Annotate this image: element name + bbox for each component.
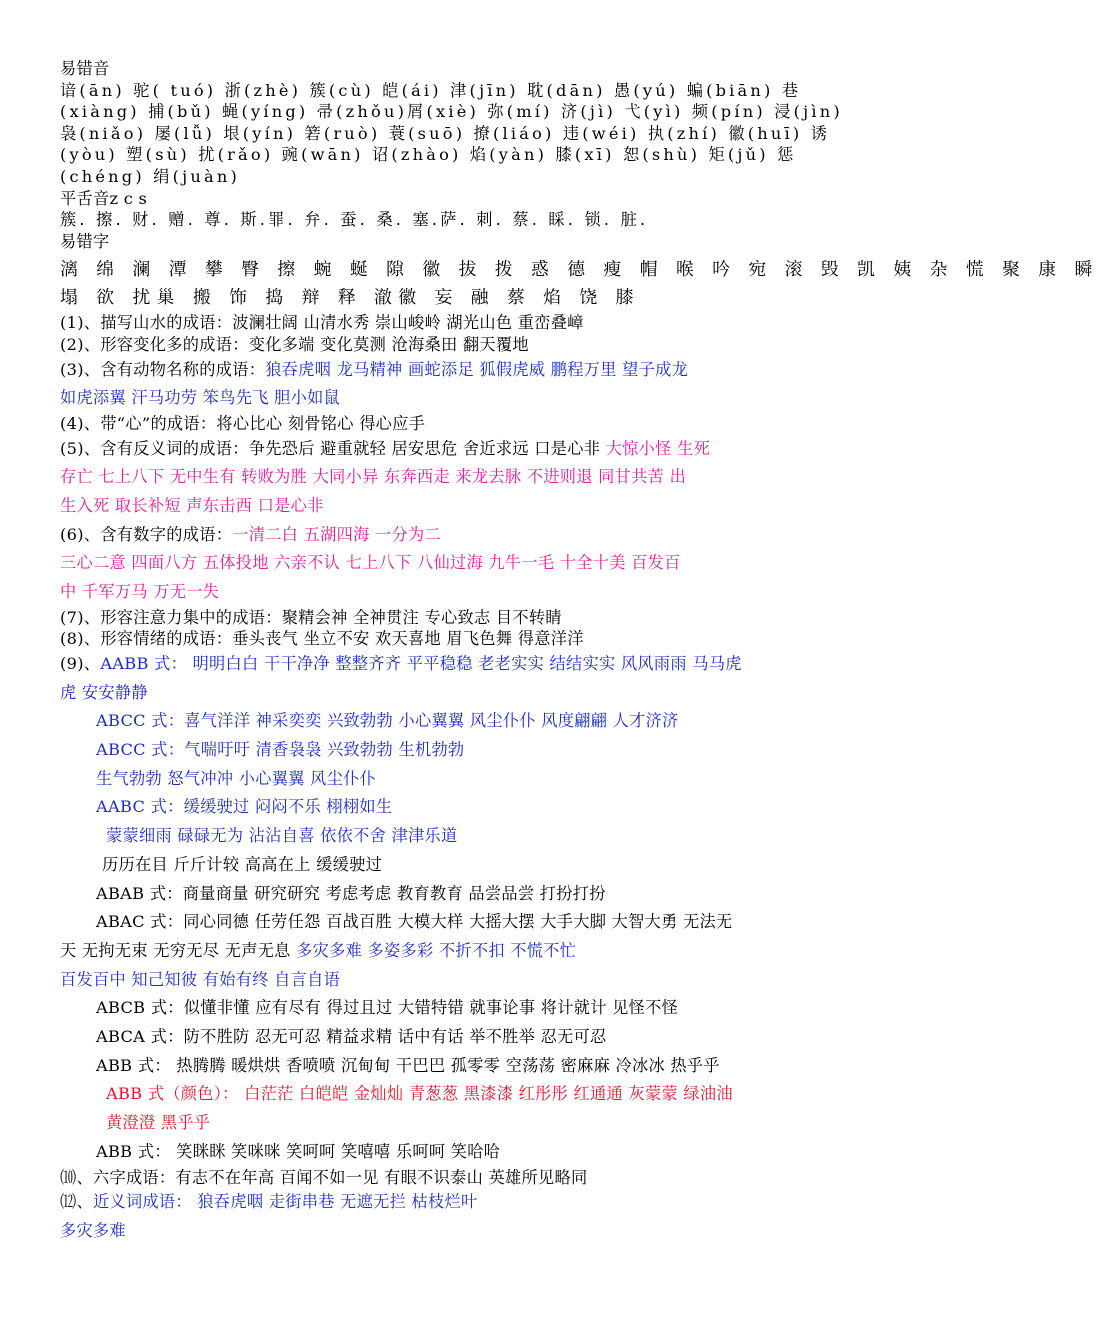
section-10	[60, 1167, 890, 1189]
section-4-items: 将心比心 刻骨铭心 得心应手	[216, 413, 426, 433]
pron-line-4: (yòu) 塑(sù) 扰(rǎo) 豌(wān) 诏(zhào) 焰(yàn) 膝(xī) 恕(shù) 矩(jǔ) 惩	[60, 145, 797, 165]
abab-label: ABAB 式：	[96, 883, 183, 903]
section-10-label: ⑽、六字成语：	[60, 1167, 176, 1187]
typo-heading: 易错字	[60, 231, 110, 251]
abcb-line	[60, 994, 890, 1023]
section-1-label: (1)、描写山水的成语：	[60, 313, 233, 333]
section-6-line-2: 三心二意 四面八方 五体投地 六亲不认 七上八下 八仙过海 九牛一毛 十全十美 百发百	[60, 553, 681, 573]
abac-line-2-black: 天 无拘无束 无穷无尽 无声无息	[60, 940, 297, 960]
section-7-label: (7)、形容注意力集中的成语：	[60, 607, 282, 627]
abb-color-items: 白茫茫 白皑皑 金灿灿 青葱葱 黑漆漆 红彤彤 红通通 灰蒙蒙 绿油油	[238, 1084, 733, 1104]
section-5-items: 争先恐后 避重就轻 居安思危 舍近求远 口是心非	[248, 438, 601, 458]
abb-line	[60, 1052, 890, 1081]
pron-line-1: 谙(ān) 驼( tuó) 浙(zhè) 簇(cù) 皑(ái) 津(jīn) 耽(dān) 愚(yú) 蝙(biān) 巷	[60, 80, 802, 100]
typo-line-2: 塌 欲 扰巢 搬 饰 捣 辩 释 澈徽 妄 融 蔡 焰 饶 膝	[60, 287, 640, 309]
section-10-items: 有志不在年高 百闻不如一见 有眼不识泰山 英雄所见略同	[175, 1167, 588, 1187]
abca-items: 防不胜防 忍无可忍 精益求精 话中有话 举不胜举 忍无可忍	[183, 1027, 607, 1047]
typo-line-1: 漓 绵 澜 潭 攀 臀 擦 蜿 蜒 隙 徽 拔 拨 惑 德 瘦 帽 喉 吟 宛 滚 毁 凯 姨 杂 慌 聚 康 瞬	[60, 259, 1099, 281]
pron-heading: 易错音	[60, 59, 110, 78]
abcc-line-1: ABCC 式：喜气洋洋 神采奕奕 兴致勃勃 小心翼翼 风尘仆仆 风度翩翩 人才济济	[96, 711, 679, 731]
section-8	[60, 628, 890, 650]
section-2-items: 变化多端 变化莫测 沧海桑田 翻天覆地	[248, 334, 529, 354]
aabb-line-2: 虎 安安静静	[60, 682, 148, 702]
section-6	[60, 521, 890, 550]
section-3	[60, 356, 890, 385]
abac-line-1	[60, 908, 890, 937]
abb-2-items: 笑眯眯 笑咪咪 笑呵呵 笑嘻嘻 乐呵呵 笑哈哈	[170, 1141, 501, 1161]
section-2-label: (2)、形容变化多的成语：	[60, 334, 249, 354]
aabc-line-3: 历历在目 斤斤计较 高高在上 缓缓驶过	[102, 854, 383, 874]
abac-items: 同心同德 任劳任怨 百战百胜 大模大样 大摇大摆 大手大脚 大智大勇 无法无	[183, 912, 733, 932]
document-page	[60, 58, 1099, 1246]
abb-color-line-1	[60, 1080, 890, 1109]
section-5-line-2: 存亡 七上八下 无中生有 转败为胜 大同小异 东奔西走 来龙去脉 不进则退 同甘共苦 出	[60, 467, 687, 487]
section-3-label: (3)、含有动物名称的成语：	[60, 359, 266, 379]
abca-label: ABCA 式：	[96, 1027, 184, 1047]
section-7	[60, 607, 890, 629]
abcb-items: 似懂非懂 应有尽有 得过且过 大错特错 就事论事 将计就计 见怪不怪	[183, 998, 679, 1018]
pron-line-5: (chéng) 绢(juàn)	[60, 166, 240, 186]
section-12-line-2: 多灾多难	[60, 1220, 126, 1240]
abcc-line-3: 生气勃勃 怒气冲冲 小心翼翼 风尘仆仆	[96, 768, 377, 788]
section-5-label: (5)、含有反义词的成语：	[60, 438, 249, 458]
section-7-items: 聚精会神 全神贯注 专心致志 目不转睛	[281, 607, 562, 627]
section-5-pink: 大惊小怪 生死	[600, 438, 711, 458]
section-8-label: (8)、形容情绪的成语：	[60, 629, 233, 649]
abb-items: 热腾腾 暖烘烘 香喷喷 沉甸甸 干巴巴 孤零零 空荡荡 密麻麻 冷冰冰 热乎乎	[170, 1055, 720, 1075]
abb-line-2	[60, 1138, 890, 1167]
abcc-line-2: ABCC 式：气喘吁吁 清香袅袅 兴致勃勃 生机勃勃	[96, 740, 465, 760]
section-1-items: 波澜壮阔 山清水秀 崇山峻岭 湖光山色 重峦叠嶂	[232, 313, 584, 333]
abab-items: 商量商量 研究研究 考虑考虑 教育教育 品尝品尝 打扮打扮	[182, 883, 606, 903]
pron-line-2: (xiàng) 捕(bǔ) 蝇(yíng) 帚(zhǒu)屑(xiè) 弥(mí) 济(jì) 弋(yì) 频(pín) 浸(jìn)	[60, 102, 843, 122]
abac-line-2-blue: 多灾多难 多姿多彩 不折不扣 不慌不忙	[296, 940, 577, 960]
abb-color-line-2: 黄澄澄 黑乎乎	[106, 1113, 211, 1133]
flat-heading: 平舌音z c s	[60, 188, 148, 208]
section-12-label: ⑿、	[60, 1192, 93, 1212]
section-5	[60, 435, 890, 464]
aabc-line-2: 蒙蒙细雨 碌碌无为 沾沾自喜 依依不舍 津津乐道	[106, 826, 458, 846]
section-9	[60, 650, 890, 679]
section-6-label: (6)、含有数字的成语：	[60, 524, 233, 544]
section-8-items: 垂头丧气 坐立不安 欢天喜地 眉飞色舞 得意洋洋	[232, 629, 584, 649]
abcb-label: ABCB 式：	[96, 998, 184, 1018]
section-3-line-2: 如虎添翼 汗马功劳 笨鸟先飞 胆小如鼠	[60, 388, 341, 408]
section-12-items: 狼吞虎咽 走街串巷 无遮无拦 枯枝烂叶	[191, 1192, 478, 1212]
abb-2-label: ABB 式：	[96, 1141, 171, 1161]
section-6-line-3: 中 千军万马 万无一失	[60, 582, 220, 602]
abac-label: ABAC 式：	[96, 912, 184, 932]
section-2	[60, 334, 890, 356]
section-5-line-3: 生入死 取长补短 声东击西 口是心非	[60, 495, 324, 515]
pron-line-3: 袅(niǎo) 屡(lǚ) 垠(yín) 箬(ruò) 蓑(suō) 撩(liáo) 违(wéi) 执(zhí) 徽(huī) 诱	[60, 123, 831, 143]
abb-label: ABB 式：	[96, 1055, 171, 1075]
section-6-items: 一清二白 五湖四海 一分为二	[232, 524, 441, 544]
section-3-items: 狼吞虎咽 龙马精神 画蛇添足 狐假虎威 鹏程万里 望子成龙	[265, 359, 689, 379]
section-4-label: (4)、带“心”的成语：	[60, 413, 217, 433]
abac-line-3: 百发百中 知己知彼 有始有终 自言自语	[60, 969, 341, 989]
section-9-label: (9)、	[60, 653, 101, 673]
abca-line	[60, 1023, 890, 1052]
section-12	[60, 1188, 890, 1217]
section-1	[60, 312, 890, 334]
abab-line	[60, 880, 890, 909]
section-12-blue-label: 近义词成语：	[92, 1192, 192, 1212]
aabb-line-1: AABB 式： 明明白白 干干净净 整整齐齐 平平稳稳 老老实实 结结实实 风风雨雨 马马虎	[100, 653, 742, 673]
section-4	[60, 413, 890, 435]
abb-color-label: ABB 式（颜色）：	[106, 1084, 239, 1104]
abac-line-2	[60, 937, 890, 966]
aabc-line-1: AABC 式：缓缓驶过 闷闷不乐 栩栩如生	[96, 797, 393, 817]
flat-chars: 簇. 擦. 财. 赠. 尊. 斯.罪. 弁. 蚕. 桑. 塞.萨. 刺. 蔡. 睬. 锁. 脏.	[60, 210, 649, 230]
